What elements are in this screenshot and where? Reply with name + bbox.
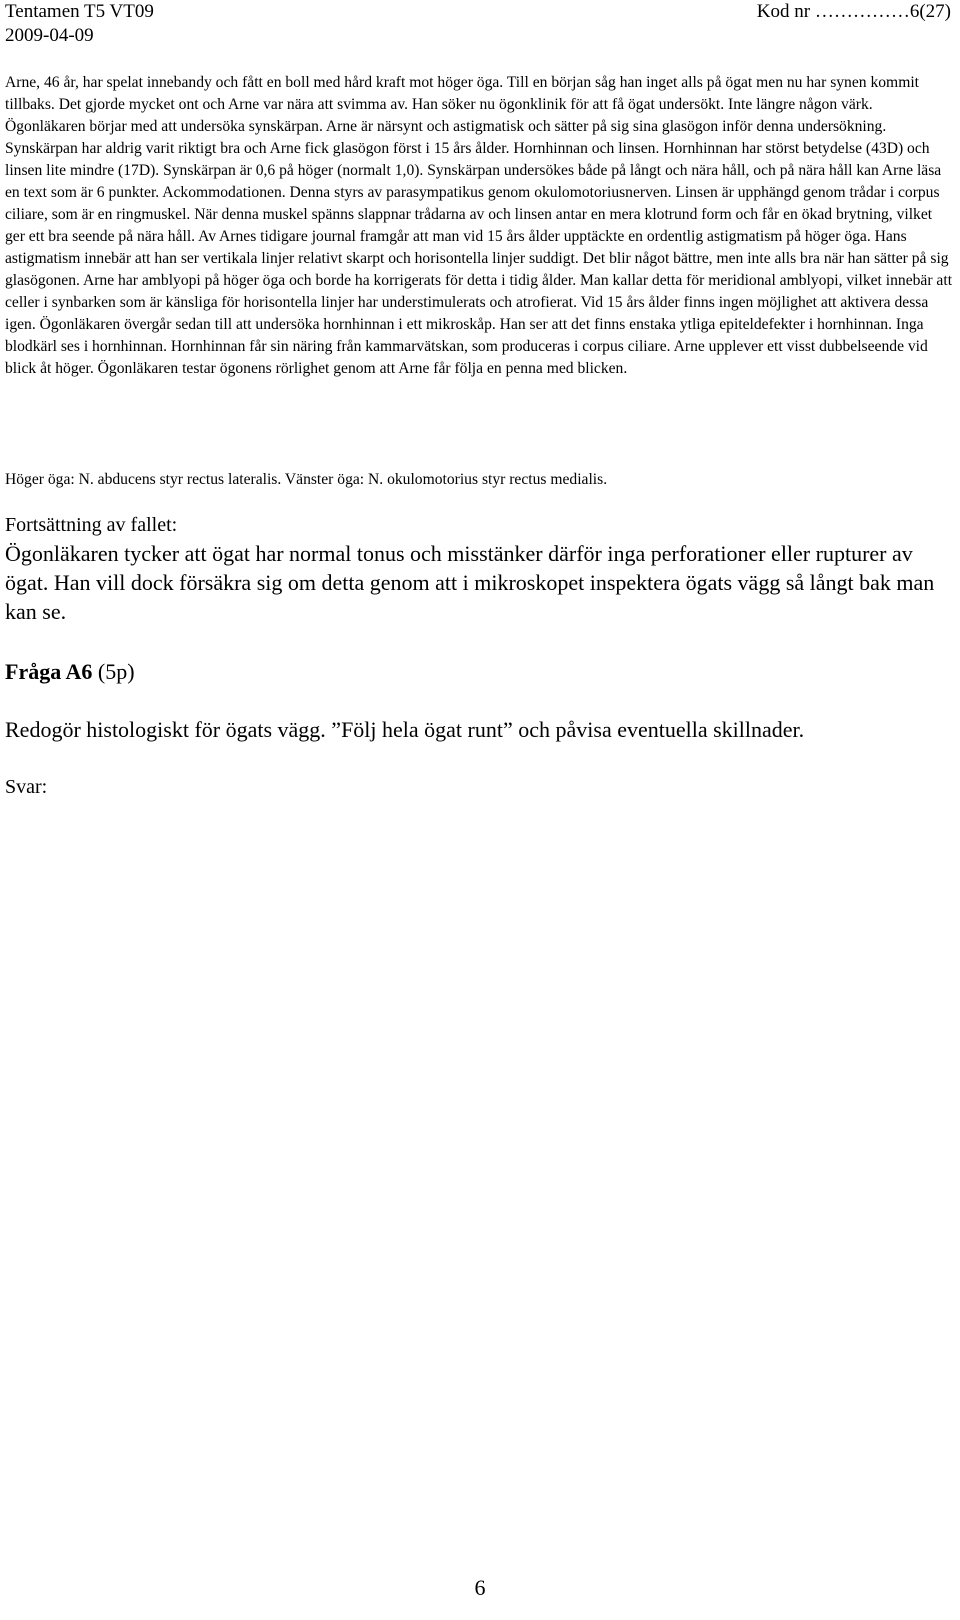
question-text: Redogör histologiskt för ögats vägg. ”Följ hela ögat runt” och påvisa eventuella skillnader. xyxy=(5,717,805,742)
exam-title: Tentamen T5 VT09 xyxy=(5,1,154,22)
page-header xyxy=(5,0,951,50)
page-number: 6 xyxy=(474,1575,486,1600)
answer-label: Svar: xyxy=(5,776,48,798)
question-points: (5p) xyxy=(97,659,135,684)
question-label: Fråga A6 xyxy=(5,659,93,684)
code-number-field: Kod nr ……………6(27) xyxy=(756,1,951,22)
question-title xyxy=(5,658,135,686)
exam-date: 2009-04-09 xyxy=(5,25,94,46)
continuation-heading: Fortsättning av fallet: xyxy=(5,514,178,536)
case-description: Arne, 46 år, har spelat innebandy och fått en boll med hård kraft mot höger öga. Till en början såg han inget alls på ögat men nu har synen kommit tillbaks. Det gjorde mycket ont och Arne var nära att svimma av. Han söker nu ögonklinik för att få ögat undersökt. Inte längre någon värk. Ögonläkaren börjar med att undersöka synskärpan. Arne är närsynt och astigmatisk och sätter på sig sina glasögon inför denna undersökning. Synskärpan har aldrig varit riktigt bra och Arne fick glasögon först i 15 års ålder. Hornhinnan och linsen. Hornhinnan har störst betydelse (43D) och linsen lite mindre (17D). Synskärpan är 0,6 på höger (normalt 1,0). Synskärpan undersökes både på långt och nära håll, och på nära håll kan Arne läsa en text som är 6 punkter. Ackommodationen. Denna styrs av parasympatikus genom okulomotoriusnerven. Linsen är upphängd genom trådar i corpus ciliare, som är en ringmuskel. När denna muskel spänns slappnar trådarna av och linsen antar en mera klotrund form och får en ökad brytning, vilket ger ett bra seende på nära håll. Av Arnes tidigare journal framgår att man vid 15 års ålder upptäckte en ordentlig astigmatism på höger öga. Hans astigmatism innebär att han ser vertikala linjer relativt skarpt och horisontella linjer suddigt. Det blir något bättre, men inte alls bra när han sätter på sig glasögonen. Arne har amblyopi på höger öga och borde ha korrigerats för detta i tidig ålder. Man kallar detta för meridional amblyopi, vilket innebär att celler i synbarken som är känsliga för horisontella linjer har understimulerats och atrofierat. Vid 15 års ålder finns ingen möjlighet att aktivera dessa igen. Ögonläkaren övergår sedan till att undersöka hornhinnan i ett mikroskåp. Han ser att det finns enstaka ytliga epiteldefekter i hornhinnan. Inga blodkärl ses i hornhinnan. Hornhinnan får sin näring från kammarvätskan, som produceras i corpus ciliare. Arne upplever ett visst dubbelseende vid blick åt höger. Ögonläkaren testar ögonens rörlighet genom att Arne får följa en penna med blicken. xyxy=(5,74,953,377)
continuation-text: Ögonläkaren tycker att ögat har normal tonus och misstänker därför inga perforationer eller rupturer av ögat. Han vill dock försäkra sig om detta genom att i mikroskopet inspektera ögats vägg så långt bak man kan se. xyxy=(5,541,935,624)
header-left xyxy=(5,0,154,48)
nerve-note: Höger öga: N. abducens styr rectus lateralis. Vänster öga: N. okulomotorius styr rectus medialis. xyxy=(5,471,608,488)
